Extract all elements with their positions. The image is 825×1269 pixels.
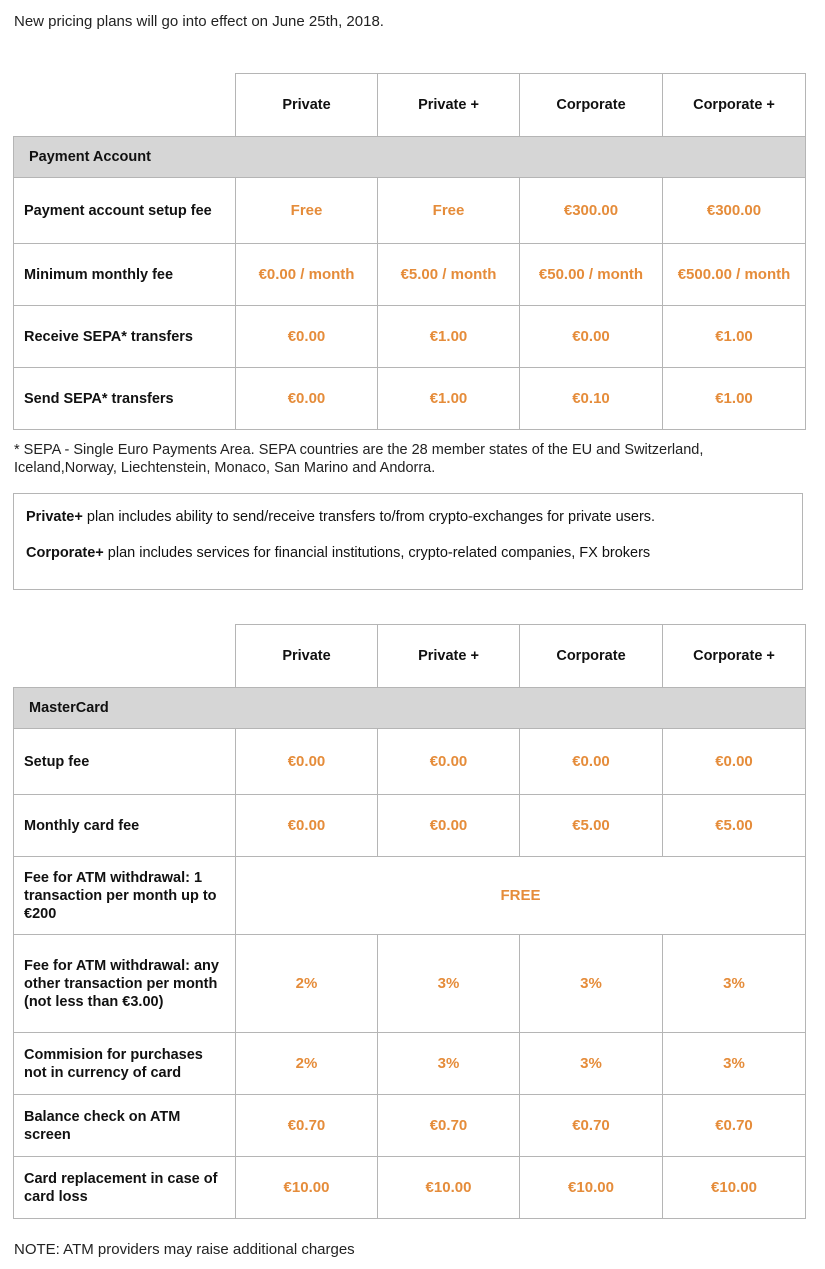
price-cell: €10.00 [236,1157,378,1219]
table-row [14,935,806,1033]
plan-header-private: Private [236,74,378,137]
corporate-plus-info [26,544,790,562]
price-cell: €1.00 [663,306,806,368]
price-cell: €1.00 [378,306,520,368]
price-cell: €10.00 [520,1157,663,1219]
table-row [14,729,806,795]
private-plus-text: plan includes ability to send/receive transfers to/from crypto-exchanges for private users. [86,509,656,525]
header-blank-cell [14,625,236,688]
corporate-plus-text: plan includes services for financial institutions, crypto-related companies, FX brokers [107,545,651,561]
plan-header-corporate-plus: Corporate + [663,74,806,137]
price-cell: €0.00 / month [236,244,378,306]
section-title-payment-account: Payment Account [14,137,806,178]
row-label: Send SEPA* transfers [14,368,236,430]
price-cell: €50.00 / month [520,244,663,306]
mastercard-table [13,624,806,1219]
price-cell: Free [378,178,520,244]
plan-header-corporate: Corporate [520,625,663,688]
row-label: Balance check on ATM screen [14,1095,236,1157]
price-cell: €0.00 [236,368,378,430]
row-label: Payment account setup fee [14,178,236,244]
price-cell: €0.10 [520,368,663,430]
plan-header-private-plus: Private + [378,625,520,688]
price-cell: €10.00 [663,1157,806,1219]
header-blank-cell [14,74,236,137]
price-cell: €0.00 [236,729,378,795]
atm-note: NOTE: ATM providers may raise additional charges [14,1241,355,1258]
private-plus-info [26,508,790,526]
corporate-plus-name: Corporate+ [26,545,104,561]
section-row [14,688,806,729]
plan-header-row [14,625,806,688]
plan-header-corporate-plus: Corporate + [663,625,806,688]
table-row [14,368,806,430]
price-cell: €1.00 [378,368,520,430]
price-cell: €5.00 [520,795,663,857]
price-cell: €300.00 [663,178,806,244]
table-row [14,795,806,857]
table-row [14,1033,806,1095]
price-cell: €300.00 [520,178,663,244]
row-label: Minimum monthly fee [14,244,236,306]
plan-header-private-plus: Private + [378,74,520,137]
price-cell: 3% [520,935,663,1033]
plan-header-private: Private [236,625,378,688]
price-cell: €0.00 [520,729,663,795]
price-cell: €5.00 / month [378,244,520,306]
table-row [14,244,806,306]
row-label: Receive SEPA* transfers [14,306,236,368]
price-cell: 3% [663,1033,806,1095]
row-label: Setup fee [14,729,236,795]
table-row [14,857,806,935]
section-row [14,137,806,178]
price-cell: €0.00 [236,306,378,368]
price-cell: €0.70 [520,1095,663,1157]
sepa-footnote: * SEPA - Single Euro Payments Area. SEPA countries are the 28 member states of the EU and Switzerland, Iceland,Norway, Liechtenstein, Monaco, San Marino and Andorra. [14,442,704,476]
price-cell: €0.70 [378,1095,520,1157]
table-row [14,1157,806,1219]
row-label: Commision for purchases not in currency of card [14,1033,236,1095]
private-plus-name: Private+ [26,509,83,525]
plan-header-corporate: Corporate [520,74,663,137]
table-row [14,178,806,244]
price-cell: €0.70 [663,1095,806,1157]
table-row [14,1095,806,1157]
price-cell: 2% [236,1033,378,1095]
price-cell: €500.00 / month [663,244,806,306]
row-label: Fee for ATM withdrawal: 1 transaction per month up to €200 [14,857,236,935]
plan-header-row [14,74,806,137]
row-label: Monthly card fee [14,795,236,857]
price-cell: €10.00 [378,1157,520,1219]
pricing-notice: New pricing plans will go into effect on June 25th, 2018. [14,13,384,30]
row-label: Fee for ATM withdrawal: any other transaction per month (not less than €3.00) [14,935,236,1033]
table-row [14,306,806,368]
price-cell: 3% [378,935,520,1033]
price-cell: Free [236,178,378,244]
plan-info-box [13,493,803,590]
row-label: Card replacement in case of card loss [14,1157,236,1219]
payment-account-table [13,73,806,430]
price-cell: €0.00 [378,795,520,857]
price-cell: 2% [236,935,378,1033]
section-title-mastercard: MasterCard [14,688,806,729]
price-cell: 3% [663,935,806,1033]
price-cell: €1.00 [663,368,806,430]
price-cell: €0.00 [236,795,378,857]
price-cell: 3% [378,1033,520,1095]
merged-price-cell: FREE [236,857,806,935]
price-cell: €5.00 [663,795,806,857]
price-cell: €0.00 [520,306,663,368]
price-cell: €0.00 [663,729,806,795]
price-cell: 3% [520,1033,663,1095]
price-cell: €0.00 [378,729,520,795]
price-cell: €0.70 [236,1095,378,1157]
